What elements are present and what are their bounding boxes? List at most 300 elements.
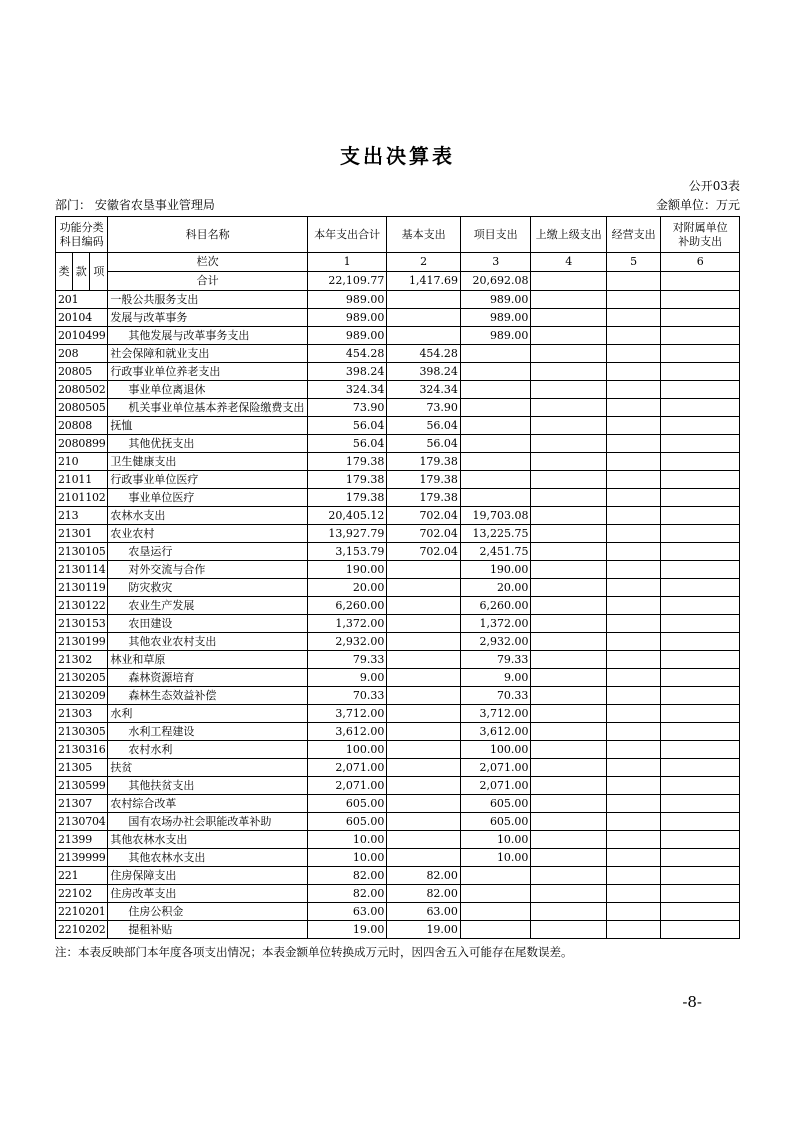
operating-expenditure-cell — [606, 849, 660, 867]
upturned-expenditure-cell — [531, 309, 607, 327]
subject-code-cell: 2130199 — [56, 633, 108, 651]
subject-code-cell: 21399 — [56, 831, 108, 849]
subject-name-cell: 住房公积金 — [108, 903, 307, 921]
total-expenditure-cell: 1,372.00 — [307, 615, 387, 633]
project-expenditure-cell: 70.33 — [460, 687, 531, 705]
subject-name-cell: 抚恤 — [108, 417, 307, 435]
subject-name-cell: 其他农林水支出 — [108, 849, 307, 867]
total-expenditure-cell: 398.24 — [307, 363, 387, 381]
subject-name-cell: 森林生态效益补偿 — [108, 687, 307, 705]
basic-expenditure-cell — [387, 705, 461, 723]
upturned-expenditure-cell — [531, 759, 607, 777]
subject-code-cell: 2130114 — [56, 561, 108, 579]
subject-name-cell: 农村水利 — [108, 741, 307, 759]
table-body — [56, 291, 740, 939]
table-row — [56, 345, 740, 363]
subsidy-expenditure-cell — [661, 417, 740, 435]
subsidy-expenditure-cell — [661, 777, 740, 795]
subject-code-cell: 2130599 — [56, 777, 108, 795]
project-expenditure-cell: 79.33 — [460, 651, 531, 669]
operating-expenditure-cell — [606, 759, 660, 777]
total-expenditure-cell: 190.00 — [307, 561, 387, 579]
total-expenditure-cell: 2,071.00 — [307, 777, 387, 795]
operating-expenditure-cell — [606, 561, 660, 579]
subject-code-cell: 2080899 — [56, 435, 108, 453]
col-index-5: 5 — [606, 253, 660, 272]
subject-code-cell: 201 — [56, 291, 108, 309]
subject-name-cell: 卫生健康支出 — [108, 453, 307, 471]
total-expenditure-cell: 19.00 — [307, 921, 387, 939]
basic-expenditure-cell — [387, 669, 461, 687]
project-expenditure-cell: 100.00 — [460, 741, 531, 759]
basic-expenditure-cell — [387, 723, 461, 741]
subject-name-cell: 水利工程建设 — [108, 723, 307, 741]
basic-expenditure-cell — [387, 291, 461, 309]
subject-code-cell: 2130704 — [56, 813, 108, 831]
subject-code-cell: 210 — [56, 453, 108, 471]
operating-expenditure-cell — [606, 651, 660, 669]
project-expenditure-cell — [460, 399, 531, 417]
total-label: 合计 — [108, 272, 307, 291]
basic-expenditure-cell: 179.38 — [387, 471, 461, 489]
project-expenditure-cell: 989.00 — [460, 327, 531, 345]
project-expenditure-cell: 10.00 — [460, 831, 531, 849]
subsidy-expenditure-cell — [661, 705, 740, 723]
operating-expenditure-cell — [606, 867, 660, 885]
total-expenditure-cell: 454.28 — [307, 345, 387, 363]
upturned-expenditure-cell — [531, 489, 607, 507]
basic-expenditure-cell: 454.28 — [387, 345, 461, 363]
upturned-expenditure-cell — [531, 831, 607, 849]
header-col-5: 经营支出 — [606, 217, 660, 253]
subsidy-expenditure-cell — [661, 543, 740, 561]
subsidy-expenditure-cell — [661, 453, 740, 471]
basic-expenditure-cell: 19.00 — [387, 921, 461, 939]
project-expenditure-cell — [460, 885, 531, 903]
total-expenditure-cell: 605.00 — [307, 795, 387, 813]
table-row — [56, 903, 740, 921]
operating-expenditure-cell — [606, 291, 660, 309]
header-row-1 — [56, 217, 740, 253]
header-col-3: 项目支出 — [460, 217, 531, 253]
basic-expenditure-cell: 702.04 — [387, 525, 461, 543]
unit-line: 金额单位：万元 — [655, 198, 740, 212]
total-expenditure-cell: 179.38 — [307, 489, 387, 507]
subject-name-cell: 农业生产发展 — [108, 597, 307, 615]
subsidy-expenditure-cell — [661, 597, 740, 615]
table-row — [56, 327, 740, 345]
basic-expenditure-cell — [387, 777, 461, 795]
operating-expenditure-cell — [606, 345, 660, 363]
project-expenditure-cell: 13,225.75 — [460, 525, 531, 543]
project-expenditure-cell — [460, 363, 531, 381]
project-expenditure-cell: 6,260.00 — [460, 597, 531, 615]
subject-code-cell: 2139999 — [56, 849, 108, 867]
project-expenditure-cell: 20.00 — [460, 579, 531, 597]
basic-expenditure-cell — [387, 579, 461, 597]
basic-expenditure-cell — [387, 759, 461, 777]
total-value-5 — [606, 272, 660, 291]
basic-expenditure-cell — [387, 795, 461, 813]
total-value-6 — [661, 272, 740, 291]
table-row — [56, 615, 740, 633]
subsidy-expenditure-cell — [661, 399, 740, 417]
subject-name-cell: 农林水支出 — [108, 507, 307, 525]
operating-expenditure-cell — [606, 777, 660, 795]
subject-code-cell: 22102 — [56, 885, 108, 903]
operating-expenditure-cell — [606, 327, 660, 345]
table-row — [56, 399, 740, 417]
upturned-expenditure-cell — [531, 903, 607, 921]
table-row — [56, 831, 740, 849]
total-row — [56, 272, 740, 291]
operating-expenditure-cell — [606, 417, 660, 435]
header-sub-lei: 类 — [56, 253, 73, 291]
total-expenditure-cell: 10.00 — [307, 831, 387, 849]
subject-code-cell: 2210202 — [56, 921, 108, 939]
basic-expenditure-cell: 179.38 — [387, 453, 461, 471]
operating-expenditure-cell — [606, 831, 660, 849]
subsidy-expenditure-cell — [661, 489, 740, 507]
project-expenditure-cell: 190.00 — [460, 561, 531, 579]
basic-expenditure-cell — [387, 849, 461, 867]
basic-expenditure-cell: 82.00 — [387, 885, 461, 903]
basic-expenditure-cell: 702.04 — [387, 507, 461, 525]
subsidy-expenditure-cell — [661, 651, 740, 669]
table-row — [56, 453, 740, 471]
project-expenditure-cell — [460, 453, 531, 471]
table-row — [56, 579, 740, 597]
operating-expenditure-cell — [606, 633, 660, 651]
subsidy-expenditure-cell — [661, 345, 740, 363]
table-row — [56, 291, 740, 309]
table-row — [56, 417, 740, 435]
subject-code-cell: 2130153 — [56, 615, 108, 633]
upturned-expenditure-cell — [531, 849, 607, 867]
table-row — [56, 543, 740, 561]
col-index-2: 2 — [387, 253, 461, 272]
total-expenditure-cell: 2,932.00 — [307, 633, 387, 651]
basic-expenditure-cell — [387, 327, 461, 345]
subject-name-cell: 其他发展与改革事务支出 — [108, 327, 307, 345]
operating-expenditure-cell — [606, 507, 660, 525]
total-expenditure-cell: 9.00 — [307, 669, 387, 687]
operating-expenditure-cell — [606, 741, 660, 759]
expenditure-table — [55, 216, 740, 939]
upturned-expenditure-cell — [531, 453, 607, 471]
total-expenditure-cell: 70.33 — [307, 687, 387, 705]
subject-name-cell: 水利 — [108, 705, 307, 723]
upturned-expenditure-cell — [531, 669, 607, 687]
project-expenditure-cell: 2,932.00 — [460, 633, 531, 651]
table-row — [56, 363, 740, 381]
operating-expenditure-cell — [606, 309, 660, 327]
operating-expenditure-cell — [606, 399, 660, 417]
col-index-4: 4 — [531, 253, 607, 272]
project-expenditure-cell — [460, 381, 531, 399]
total-expenditure-cell: 79.33 — [307, 651, 387, 669]
project-expenditure-cell: 10.00 — [460, 849, 531, 867]
basic-expenditure-cell: 56.04 — [387, 435, 461, 453]
operating-expenditure-cell — [606, 471, 660, 489]
total-expenditure-cell: 3,612.00 — [307, 723, 387, 741]
subject-code-cell: 21305 — [56, 759, 108, 777]
subject-name-cell: 事业单位离退休 — [108, 381, 307, 399]
operating-expenditure-cell — [606, 525, 660, 543]
subject-name-cell: 农田建设 — [108, 615, 307, 633]
table-row — [56, 561, 740, 579]
total-expenditure-cell: 63.00 — [307, 903, 387, 921]
subject-name-cell: 发展与改革事务 — [108, 309, 307, 327]
subject-code-cell: 21302 — [56, 651, 108, 669]
subsidy-expenditure-cell — [661, 849, 740, 867]
table-row — [56, 867, 740, 885]
upturned-expenditure-cell — [531, 597, 607, 615]
table-row — [56, 525, 740, 543]
project-expenditure-cell — [460, 489, 531, 507]
upturned-expenditure-cell — [531, 633, 607, 651]
subsidy-expenditure-cell — [661, 579, 740, 597]
basic-expenditure-cell: 324.34 — [387, 381, 461, 399]
table-row — [56, 687, 740, 705]
upturned-expenditure-cell — [531, 795, 607, 813]
basic-expenditure-cell — [387, 309, 461, 327]
total-expenditure-cell: 3,712.00 — [307, 705, 387, 723]
operating-expenditure-cell — [606, 615, 660, 633]
basic-expenditure-cell — [387, 633, 461, 651]
subsidy-expenditure-cell — [661, 291, 740, 309]
header-sub-xiang: 项 — [90, 253, 108, 291]
basic-expenditure-cell — [387, 831, 461, 849]
upturned-expenditure-cell — [531, 723, 607, 741]
operating-expenditure-cell — [606, 723, 660, 741]
total-expenditure-cell: 56.04 — [307, 435, 387, 453]
operating-expenditure-cell — [606, 381, 660, 399]
subject-code-cell: 20808 — [56, 417, 108, 435]
subject-code-cell: 2130205 — [56, 669, 108, 687]
subsidy-expenditure-cell — [661, 327, 740, 345]
project-expenditure-cell — [460, 435, 531, 453]
total-expenditure-cell: 20,405.12 — [307, 507, 387, 525]
basic-expenditure-cell — [387, 687, 461, 705]
total-expenditure-cell: 3,153.79 — [307, 543, 387, 561]
subject-code-cell: 2130209 — [56, 687, 108, 705]
subsidy-expenditure-cell — [661, 723, 740, 741]
upturned-expenditure-cell — [531, 885, 607, 903]
project-expenditure-cell: 2,071.00 — [460, 759, 531, 777]
upturned-expenditure-cell — [531, 777, 607, 795]
project-expenditure-cell — [460, 471, 531, 489]
project-expenditure-cell: 1,372.00 — [460, 615, 531, 633]
table-row — [56, 705, 740, 723]
total-value-4 — [531, 272, 607, 291]
table-row — [56, 813, 740, 831]
table-row — [56, 471, 740, 489]
total-expenditure-cell: 73.90 — [307, 399, 387, 417]
upturned-expenditure-cell — [531, 579, 607, 597]
upturned-expenditure-cell — [531, 687, 607, 705]
subject-name-cell: 其他农业农村支出 — [108, 633, 307, 651]
total-expenditure-cell: 10.00 — [307, 849, 387, 867]
upturned-expenditure-cell — [531, 471, 607, 489]
header-code-group: 功能分类科目编码 — [56, 217, 108, 253]
subsidy-expenditure-cell — [661, 633, 740, 651]
operating-expenditure-cell — [606, 363, 660, 381]
col-index-3: 3 — [460, 253, 531, 272]
subject-name-cell: 住房改革支出 — [108, 885, 307, 903]
subject-code-cell: 2130119 — [56, 579, 108, 597]
total-expenditure-cell: 13,927.79 — [307, 525, 387, 543]
subject-code-cell: 221 — [56, 867, 108, 885]
subject-name-cell: 林业和草原 — [108, 651, 307, 669]
subject-name-cell: 其他扶贫支出 — [108, 777, 307, 795]
subject-code-cell: 20104 — [56, 309, 108, 327]
basic-expenditure-cell: 702.04 — [387, 543, 461, 561]
header-col-4: 上缴上级支出 — [531, 217, 607, 253]
upturned-expenditure-cell — [531, 435, 607, 453]
page-title: 支出决算表 — [340, 144, 455, 168]
table-row — [56, 777, 740, 795]
table-row — [56, 381, 740, 399]
subject-name-cell: 行政事业单位养老支出 — [108, 363, 307, 381]
project-expenditure-cell — [460, 921, 531, 939]
subject-name-cell: 一般公共服务支出 — [108, 291, 307, 309]
page-number: -8- — [682, 993, 702, 1011]
header-sub-kuan: 款 — [73, 253, 90, 291]
subject-name-cell: 森林资源培育 — [108, 669, 307, 687]
subject-name-cell: 其他农林水支出 — [108, 831, 307, 849]
table-row — [56, 741, 740, 759]
subject-code-cell: 21307 — [56, 795, 108, 813]
project-expenditure-cell — [460, 345, 531, 363]
operating-expenditure-cell — [606, 489, 660, 507]
basic-expenditure-cell — [387, 597, 461, 615]
subsidy-expenditure-cell — [661, 741, 740, 759]
subsidy-expenditure-cell — [661, 471, 740, 489]
total-expenditure-cell: 989.00 — [307, 309, 387, 327]
department-line: 部门： 安徽省农垦事业管理局 — [55, 198, 215, 212]
subject-code-cell: 2101102 — [56, 489, 108, 507]
table-row — [56, 489, 740, 507]
upturned-expenditure-cell — [531, 363, 607, 381]
subsidy-expenditure-cell — [661, 525, 740, 543]
table-row — [56, 759, 740, 777]
subject-name-cell: 扶贫 — [108, 759, 307, 777]
total-value-2: 1,417.69 — [387, 272, 461, 291]
basic-expenditure-cell — [387, 813, 461, 831]
table-row — [56, 795, 740, 813]
table-row — [56, 651, 740, 669]
total-expenditure-cell: 6,260.00 — [307, 597, 387, 615]
basic-expenditure-cell — [387, 741, 461, 759]
subject-name-cell: 农业农村 — [108, 525, 307, 543]
operating-expenditure-cell — [606, 669, 660, 687]
operating-expenditure-cell — [606, 903, 660, 921]
basic-expenditure-cell: 179.38 — [387, 489, 461, 507]
upturned-expenditure-cell — [531, 507, 607, 525]
upturned-expenditure-cell — [531, 291, 607, 309]
total-expenditure-cell: 56.04 — [307, 417, 387, 435]
header-col-2: 基本支出 — [387, 217, 461, 253]
subject-code-cell: 21011 — [56, 471, 108, 489]
total-expenditure-cell: 100.00 — [307, 741, 387, 759]
subsidy-expenditure-cell — [661, 921, 740, 939]
header-col-1: 本年支出合计 — [307, 217, 387, 253]
operating-expenditure-cell — [606, 453, 660, 471]
subsidy-expenditure-cell — [661, 615, 740, 633]
project-expenditure-cell: 605.00 — [460, 813, 531, 831]
col-index-1: 1 — [307, 253, 387, 272]
table-row — [56, 633, 740, 651]
project-expenditure-cell: 3,712.00 — [460, 705, 531, 723]
upturned-expenditure-cell — [531, 345, 607, 363]
subject-code-cell: 2210201 — [56, 903, 108, 921]
operating-expenditure-cell — [606, 921, 660, 939]
table-row — [56, 597, 740, 615]
subject-code-cell: 21301 — [56, 525, 108, 543]
subject-code-cell: 213 — [56, 507, 108, 525]
header-subject-name: 科目名称 — [108, 217, 307, 253]
upturned-expenditure-cell — [531, 921, 607, 939]
subsidy-expenditure-cell — [661, 795, 740, 813]
project-expenditure-cell — [460, 903, 531, 921]
subject-name-cell: 住房保障支出 — [108, 867, 307, 885]
subject-name-cell: 事业单位医疗 — [108, 489, 307, 507]
total-expenditure-cell: 82.00 — [307, 867, 387, 885]
table-row — [56, 435, 740, 453]
subsidy-expenditure-cell — [661, 687, 740, 705]
subject-code-cell: 2010499 — [56, 327, 108, 345]
upturned-expenditure-cell — [531, 327, 607, 345]
subject-code-cell: 2130105 — [56, 543, 108, 561]
upturned-expenditure-cell — [531, 417, 607, 435]
upturned-expenditure-cell — [531, 615, 607, 633]
total-expenditure-cell: 179.38 — [307, 471, 387, 489]
basic-expenditure-cell: 56.04 — [387, 417, 461, 435]
basic-expenditure-cell: 398.24 — [387, 363, 461, 381]
operating-expenditure-cell — [606, 435, 660, 453]
subject-code-cell: 2080505 — [56, 399, 108, 417]
subject-name-cell: 国有农场办社会职能改革补助 — [108, 813, 307, 831]
total-value-3: 20,692.08 — [460, 272, 531, 291]
upturned-expenditure-cell — [531, 705, 607, 723]
table-row — [56, 849, 740, 867]
project-expenditure-cell: 989.00 — [460, 309, 531, 327]
upturned-expenditure-cell — [531, 651, 607, 669]
project-expenditure-cell: 989.00 — [460, 291, 531, 309]
upturned-expenditure-cell — [531, 399, 607, 417]
subject-name-cell: 防灾救灾 — [108, 579, 307, 597]
basic-expenditure-cell — [387, 615, 461, 633]
subsidy-expenditure-cell — [661, 813, 740, 831]
upturned-expenditure-cell — [531, 561, 607, 579]
project-expenditure-cell — [460, 867, 531, 885]
subsidy-expenditure-cell — [661, 903, 740, 921]
project-expenditure-cell: 2,071.00 — [460, 777, 531, 795]
operating-expenditure-cell — [606, 579, 660, 597]
subject-name-cell: 机关事业单位基本养老保险缴费支出 — [108, 399, 307, 417]
upturned-expenditure-cell — [531, 525, 607, 543]
table-row — [56, 921, 740, 939]
subsidy-expenditure-cell — [661, 381, 740, 399]
project-expenditure-cell: 2,451.75 — [460, 543, 531, 561]
subsidy-expenditure-cell — [661, 507, 740, 525]
subject-name-cell: 其他优抚支出 — [108, 435, 307, 453]
upturned-expenditure-cell — [531, 741, 607, 759]
subsidy-expenditure-cell — [661, 435, 740, 453]
total-expenditure-cell: 82.00 — [307, 885, 387, 903]
total-expenditure-cell: 989.00 — [307, 291, 387, 309]
